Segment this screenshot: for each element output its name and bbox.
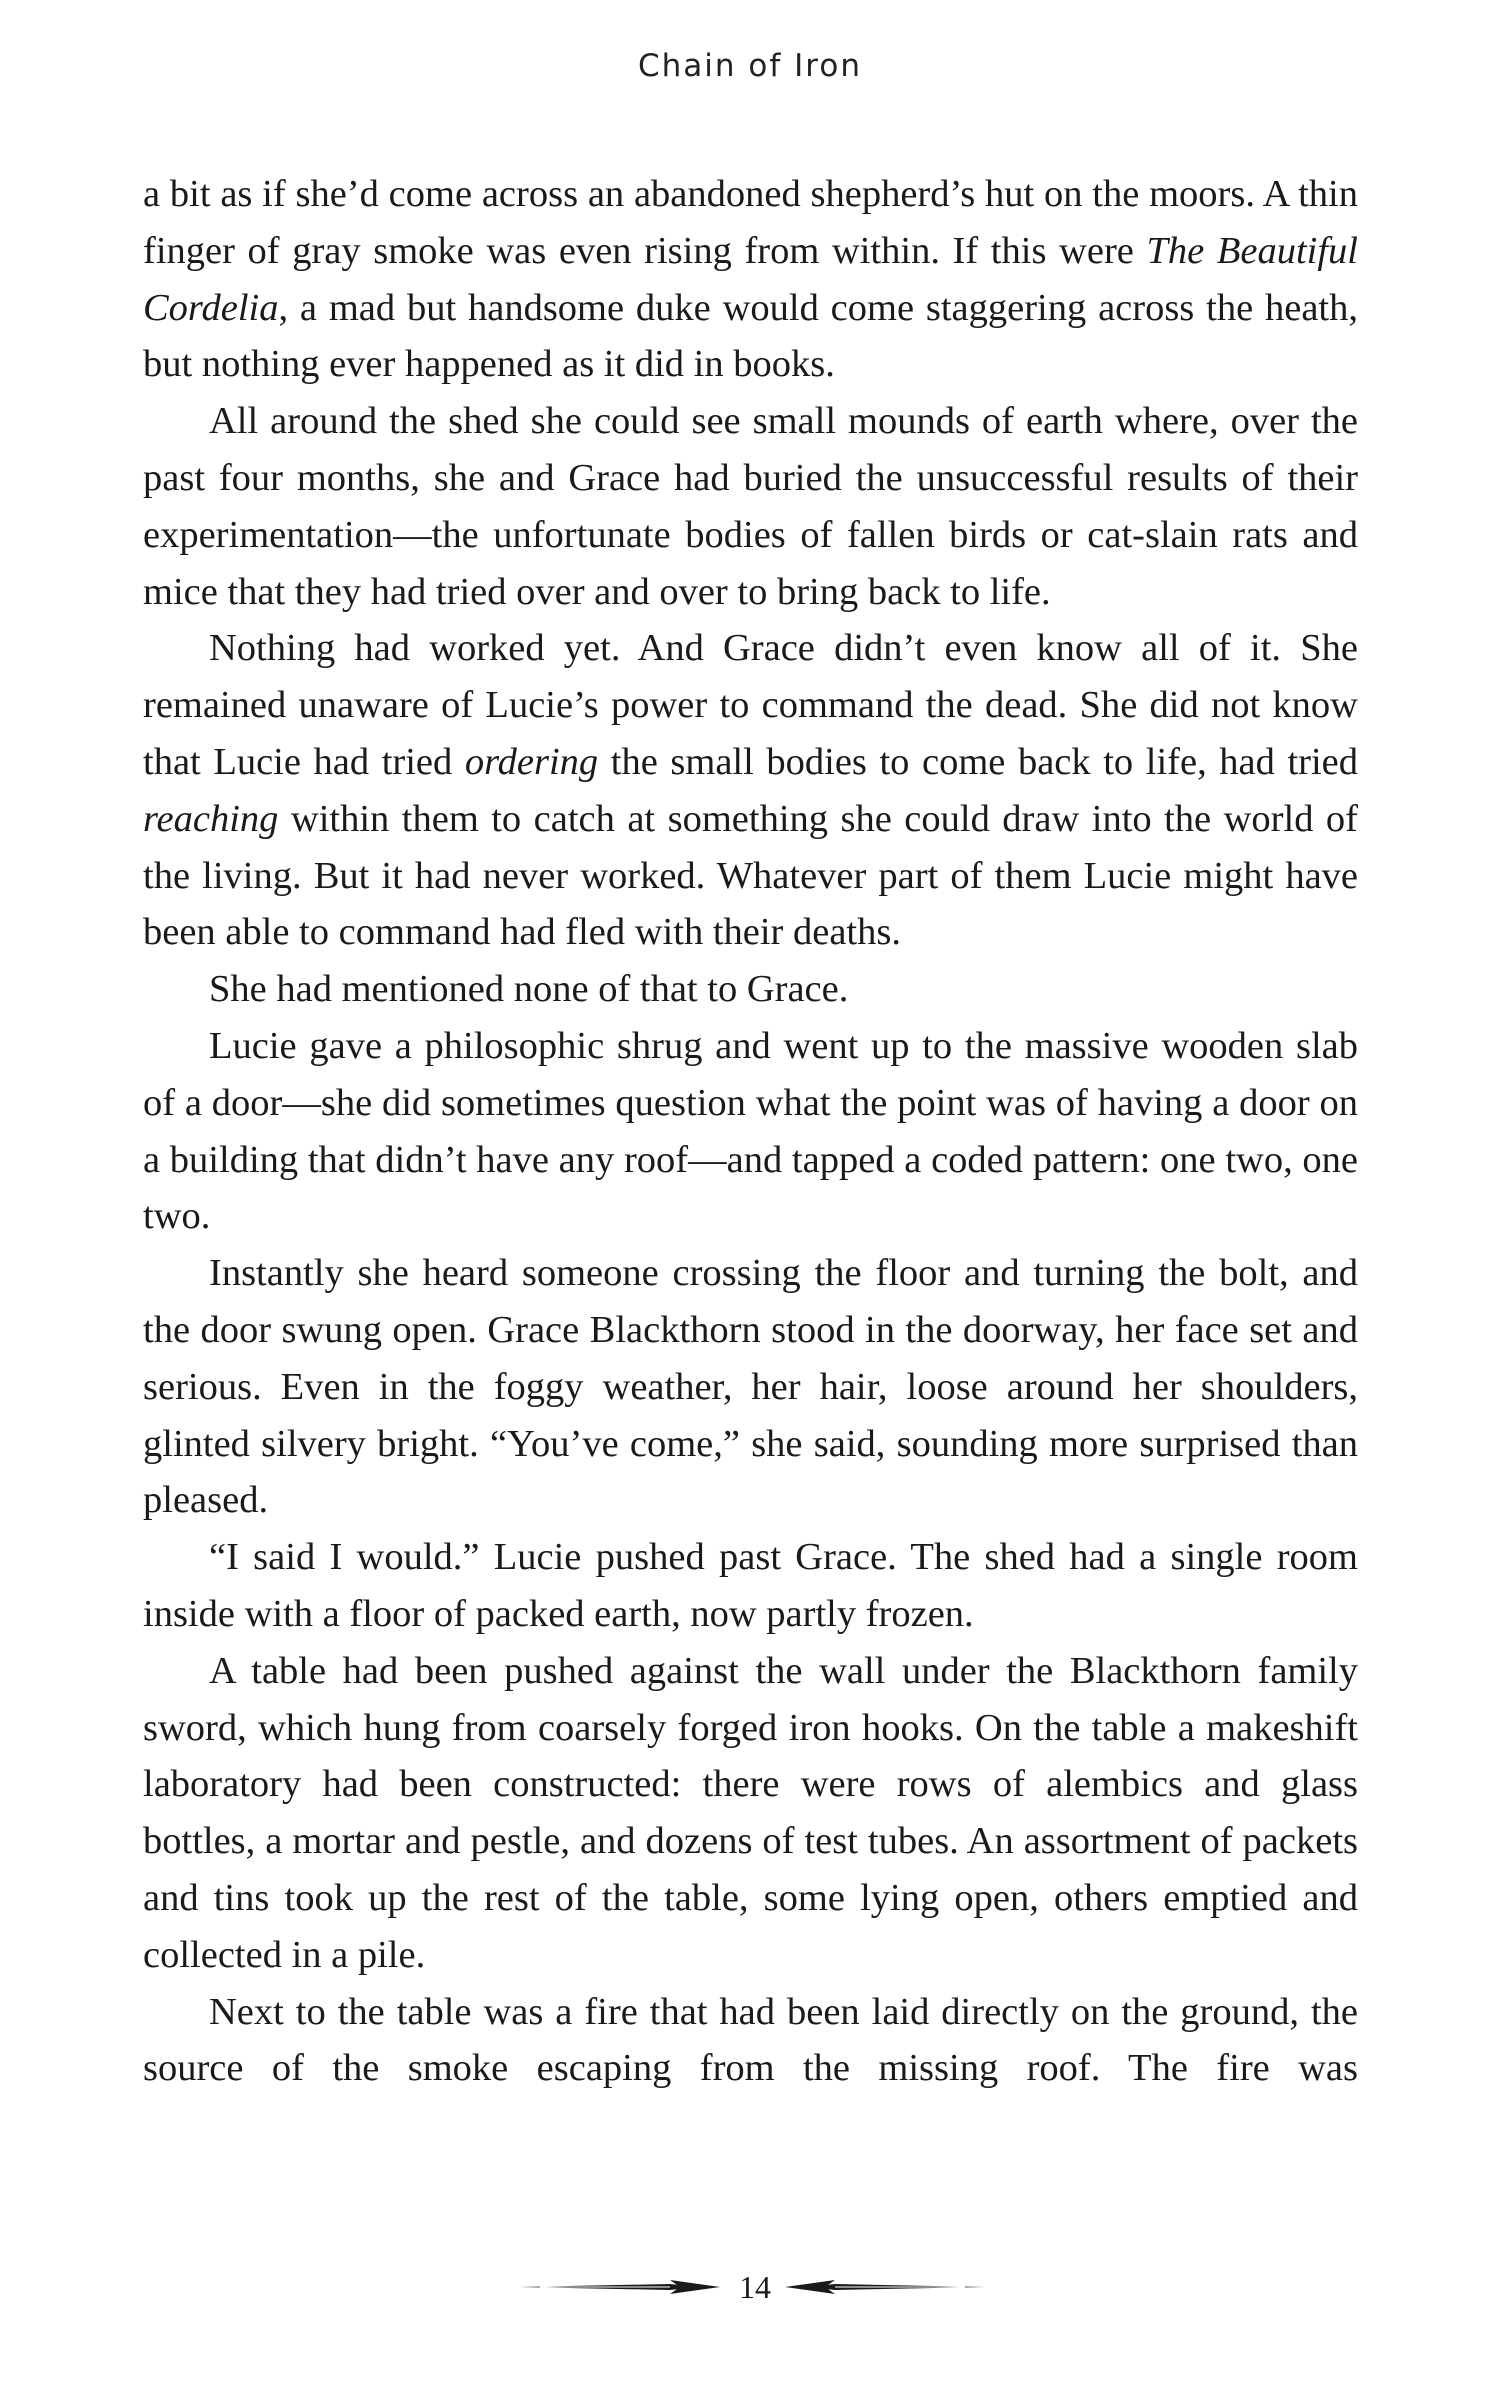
paragraph bbox=[143, 393, 1358, 620]
italic-title: The Beautiful Cordelia bbox=[143, 229, 1358, 329]
arrow-rule-ornament-icon bbox=[520, 2275, 720, 2299]
text-span: Lucie gave a philosophic shrug and went up to the massive wooden slab of a door—she did sometimes question what the point was of having a door on a building that didn’t have any roof—and tapped a coded pattern: one two, one two. bbox=[143, 1024, 1358, 1238]
text-span: All around the shed she could see small mounds of earth where, over the past four months, she and Grace had buried the unsuccessful results of their experimentation—the unfortunate bodies of fallen birds or cat-slain rats and mice that they had tried over and over to bring back to life. bbox=[143, 400, 1358, 613]
text-span: within them to catch at something she could draw into the world of the living. But it had never worked. Whatever part of them Lucie might have been able to command had fled with their deaths. bbox=[143, 797, 1358, 954]
page-number: 14 bbox=[739, 2269, 771, 2305]
paragraph bbox=[143, 620, 1358, 961]
paragraph bbox=[143, 1018, 1358, 1245]
text-span: Instantly she heard someone crossing the floor and turning the bolt, and the door swung open. Grace Blackthorn stood in the doorway, her face set and serious. Even in the foggy weather, her hair, loose around her shoulders, glinted silvery bright. “You’ve come,” she said, sounding more surprised than pleased. bbox=[143, 1252, 1358, 1522]
paragraph bbox=[143, 166, 1358, 393]
paragraph bbox=[143, 1245, 1358, 1529]
paragraph bbox=[143, 1643, 1358, 1984]
running-title: Chain of Iron bbox=[638, 48, 862, 84]
text-span: Nothing had worked yet. And Grace didn’t even know all of it. She remained unaware of Lucie’s power to command the dead. She did not know that Lucie had tried bbox=[143, 627, 1358, 783]
text-span: , a mad but handsome duke would come staggering across the heath, but nothing ever happened as it did in books. bbox=[143, 286, 1358, 386]
body-text bbox=[143, 166, 1358, 2097]
page-footer bbox=[0, 2267, 1500, 2317]
italic-emphasis: reaching bbox=[143, 797, 279, 840]
paragraph bbox=[143, 1984, 1358, 2098]
text-span: A table had been pushed against the wall under the Blackthorn family sword, which hung from coarsely forged iron hooks. On the table a makeshift laboratory had been constructed: there were rows of alembics and glass bottles, a mortar and pestle, and dozens of test tubes. An assortment of packets and tins took up the rest of the table, some lying open, others emptied and collected in a pile. bbox=[143, 1649, 1358, 1976]
text-span: the small bodies to come back to life, had tried bbox=[598, 740, 1358, 783]
arrow-rule-ornament-icon bbox=[785, 2275, 985, 2299]
text-span: She had mentioned none of that to Grace. bbox=[209, 968, 849, 1011]
text-span: Next to the table was a fire that had been laid directly on the ground, the source of the smoke escaping from the missing roof. The fire was bbox=[143, 1990, 1358, 2090]
paragraph bbox=[143, 1529, 1358, 1643]
text-span: “I said I would.” Lucie pushed past Grace. The shed had a single room inside with a floor of packed earth, now partly frozen. bbox=[143, 1536, 1358, 1635]
italic-emphasis: ordering bbox=[464, 740, 599, 783]
text-span: a bit as if she’d come across an abandoned shepherd’s hut on the moors. A thin finger of gray smoke was even rising from within. If this were bbox=[143, 173, 1358, 272]
paragraph bbox=[143, 961, 1358, 1018]
